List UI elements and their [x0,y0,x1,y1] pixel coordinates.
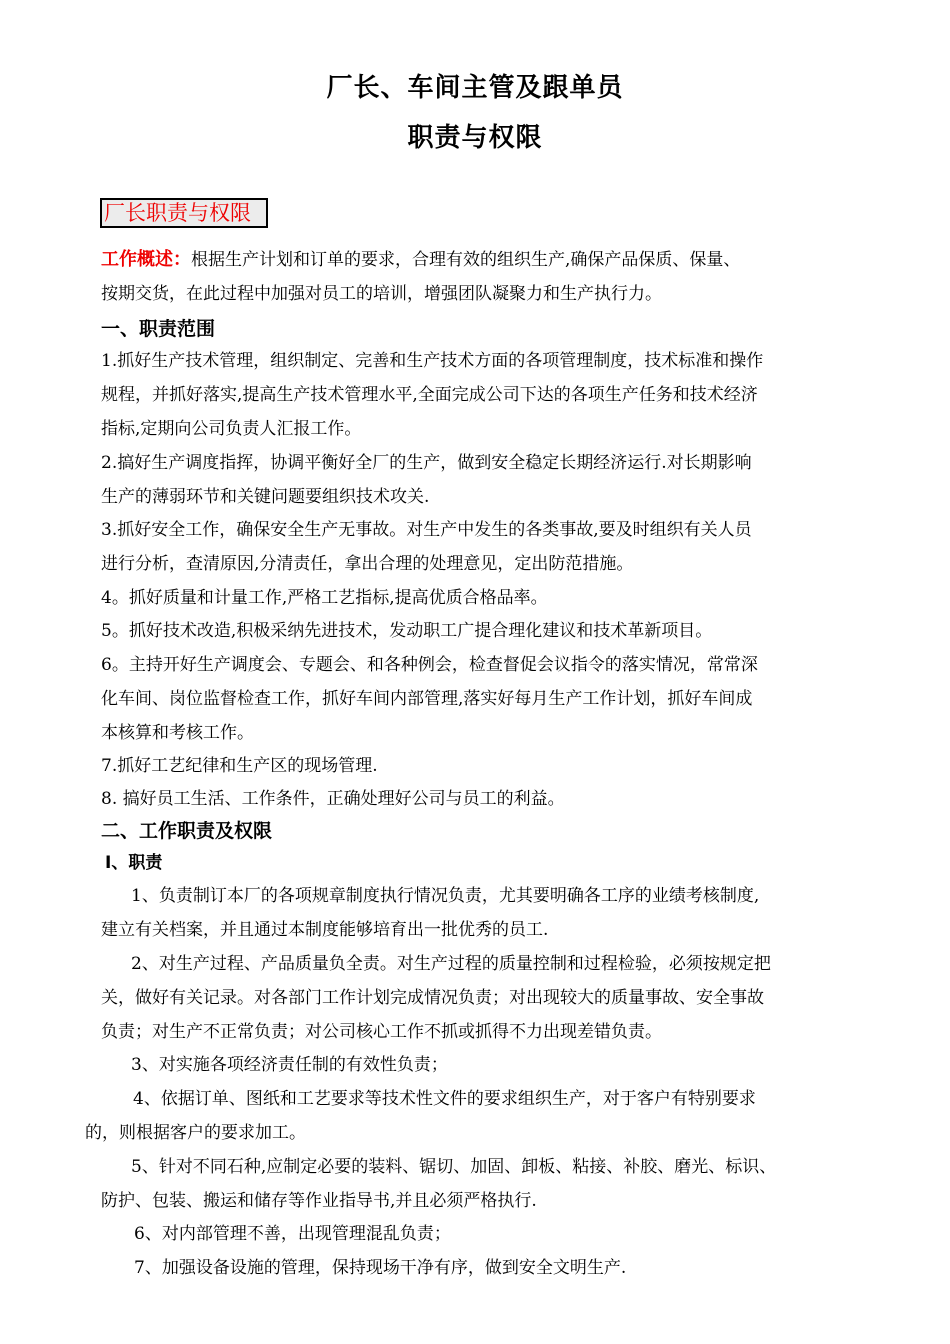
duty-line: 防护、包装、搬运和储存等作业指导书,并且必须严格执行. [101,1191,537,1211]
duty-line: 6、对内部管理不善，出现管理混乱负责； [134,1224,451,1244]
heading-duties: 二、工作职责及权限 [101,820,273,842]
duty-line: 负责；对生产不正常负责；对公司核心工作不抓或抓得不力出现差错负责。 [101,1022,662,1042]
duty-line: 7、加强设备设施的管理，保持现场干净有序，做到安全文明生产. [134,1258,627,1278]
document-title-line1: 厂长、车间主管及跟单员 [326,73,624,103]
overview-line [101,243,861,277]
scope-line: 7.抓好工艺纪律和生产区的现场管理. [101,756,378,776]
duty-line: 关，做好有关记录。对各部门工作计划完成情况负责；对出现较大的质量事故、安全事故 [101,988,764,1008]
scope-line: 进行分析，查清原因,分清责任，拿出合理的处理意见，定出防范措施。 [101,554,634,574]
scope-line: 4。抓好质量和计量工作,严格工艺指标,提高优质合格品率。 [101,588,548,608]
document-title-line2: 职责与权限 [407,123,543,153]
subheading-duties: Ⅰ、职责 [105,853,163,873]
scope-line: 3.抓好安全工作，确保安全生产无事故。对生产中发生的各类事故,要及时组织有关人员 [101,520,752,540]
overview-label: 工作概述： [101,249,191,270]
scope-line: 5。抓好技术改造,积极采纳先进技术，发动职工广提合理化建议和技术革新项目。 [101,621,713,641]
overview-line: 按期交货，在此过程中加强对员工的培训，增强团队凝聚力和生产执行力。 [101,284,662,304]
duty-line: 1、负责制订本厂的各项规章制度执行情况负责，尤其要明确各工序的业绩考核制度, [131,886,760,906]
section-box-title: 厂长职责与权限 [100,198,268,228]
heading-scope: 一、职责范围 [101,318,216,340]
duty-line: 5、针对不同石种,应制定必要的装料、锯切、加固、卸板、粘接、补胶、磨光、标识、 [131,1157,777,1177]
scope-line: 6。主持开好生产调度会、专题会、和各种例会，检查督促会议指令的落实情况，常常深 [101,655,758,675]
duty-line: 的，则根据客户的要求加工。 [85,1123,306,1143]
overview-text: 根据生产计划和订单的要求，合理有效的组织生产,确保产品保质、保量、 [191,250,741,270]
scope-line: 化车间、岗位监督检查工作，抓好车间内部管理,落实好每月生产工作计划，抓好车间成 [101,689,753,709]
duty-line: 4、依据订单、图纸和工艺要求等技术性文件的要求组织生产，对于客户有特别要求 [133,1089,756,1109]
scope-line: 8. 搞好员工生活、工作条件，正确处理好公司与员工的利益。 [101,789,565,809]
scope-line: 1.抓好生产技术管理，组织制定、完善和生产技术方面的各项管理制度，技术标准和操作 [101,351,764,371]
duty-line: 建立有关档案，并且通过本制度能够培育出一批优秀的员工. [101,920,549,940]
scope-line: 2.搞好生产调度指挥，协调平衡好全厂的生产，做到安全稳定长期经济运行.对长期影响 [101,453,752,473]
duty-line: 3、对实施各项经济责任制的有效性负责； [131,1055,448,1075]
scope-line: 指标,定期向公司负责人汇报工作。 [101,419,362,439]
scope-line: 本核算和考核工作。 [101,723,254,743]
scope-line: 生产的薄弱环节和关键问题要组织技术攻关. [101,487,430,507]
scope-line: 规程，并抓好落实,提高生产技术管理水平,全面完成公司下达的各项生产任务和技术经济 [101,385,758,405]
duty-line: 2、对生产过程、产品质量负全责。对生产过程的质量控制和过程检验，必须按规定把 [131,954,771,974]
